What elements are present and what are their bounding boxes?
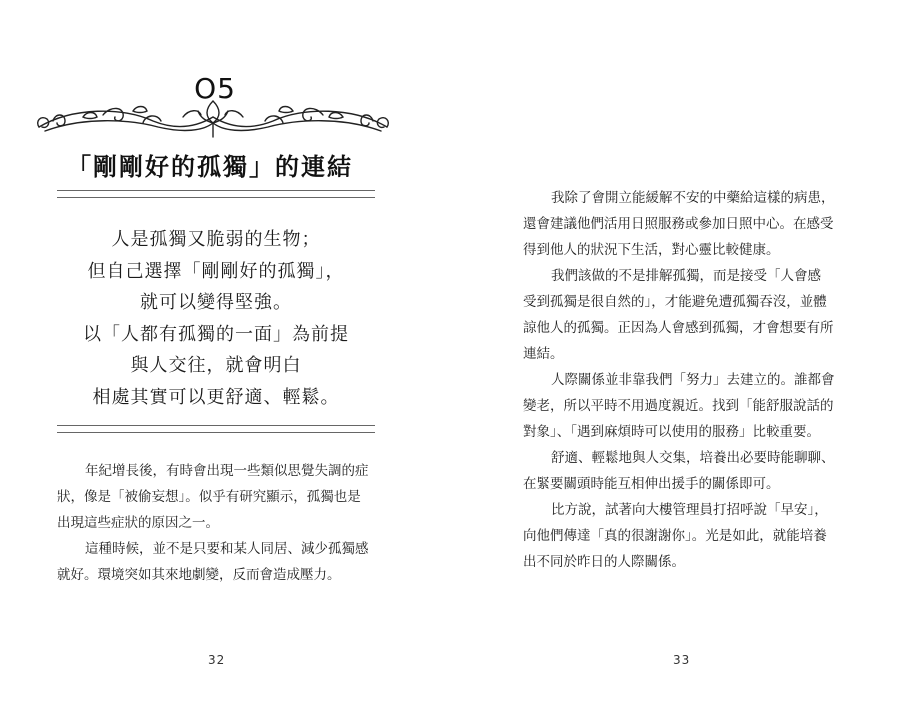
text-line: 年紀增長後，有時會出現一些類似思覺失調的症 — [85, 463, 369, 479]
paragraph — [523, 263, 853, 367]
text-line: 出現這些症狀的原因之一。 — [57, 515, 219, 531]
scroll-flourish-divider-icon — [33, 97, 393, 141]
text-line: 人際關係並非靠我們「努力」去建立的。誰都會 — [551, 372, 835, 388]
body-text — [57, 458, 387, 588]
text-line: 舒適、輕鬆地與人交集，培養出必要時能聊聊、 — [551, 450, 835, 466]
body-text — [523, 185, 853, 575]
intro-line: 與人交往，就會明白 — [130, 355, 302, 376]
chapter-number: O5 — [194, 72, 236, 105]
text-line: 我們該做的不是排解孤獨，而是接受「人會感 — [551, 268, 821, 284]
text-line: 狀，像是「被偷妄想」。似乎有研究顯示，孤獨也是 — [57, 489, 361, 505]
text-line: 還會建議他們活用日照服務或參加日照中心。在感受 — [523, 216, 834, 232]
chapter-title: 「剛剛好的孤獨」的連結 — [67, 152, 353, 181]
text-line: 連結。 — [523, 346, 564, 362]
paragraph — [523, 185, 853, 263]
paragraph — [523, 497, 853, 575]
text-line: 對象」、「遇到麻煩時可以使用的服務」比較重要。 — [523, 424, 820, 440]
page-number: 33 — [673, 653, 691, 667]
paragraph — [523, 367, 853, 445]
text-line: 變老，所以平時不用過度親近。找到「能舒服說話的 — [523, 398, 834, 414]
intro-line: 就可以變得堅強。 — [140, 292, 292, 313]
divider-line — [57, 197, 375, 198]
text-line: 得到他人的狀況下生活，對心靈比較健康。 — [523, 242, 780, 258]
intro-line: 相處其實可以更舒適、輕鬆。 — [92, 386, 340, 408]
divider-line — [57, 190, 375, 191]
intro-passage — [60, 224, 372, 413]
divider-line — [57, 432, 375, 433]
paragraph — [523, 445, 853, 497]
paragraph — [57, 536, 387, 588]
intro-line: 人是孤獨又脆弱的生物； — [111, 229, 321, 250]
text-line: 出不同於昨日的人際關係。 — [523, 554, 685, 570]
text-line: 向他們傳達「真的很謝謝你」。光是如此，就能培養 — [523, 528, 827, 544]
text-line: 諒他人的孤獨。正因為人會感到孤獨，才會想要有所 — [523, 320, 834, 336]
divider-line — [57, 425, 375, 426]
paragraph — [57, 458, 387, 536]
text-line: 受到孤獨是很自然的」，才能避免遭孤獨吞沒，並體 — [523, 294, 827, 310]
text-line: 我除了會開立能緩解不安的中藥給這樣的病患， — [551, 190, 835, 206]
intro-line: 以「人都有孤獨的一面」為前提 — [83, 323, 349, 345]
text-line: 比方說，試著向大樓管理員打招呼說「早安」， — [551, 502, 828, 518]
page-number: 32 — [208, 653, 226, 667]
text-line: 這種時候，並不是只要和某人同居、減少孤獨感 — [85, 541, 369, 557]
intro-line: 但自己選擇「剛剛好的孤獨」， — [87, 260, 345, 282]
text-line: 就好。環境突如其來地劇變，反而會造成壓力。 — [57, 567, 341, 583]
text-line: 在緊要關頭時能互相伸出援手的關係即可。 — [523, 476, 780, 492]
